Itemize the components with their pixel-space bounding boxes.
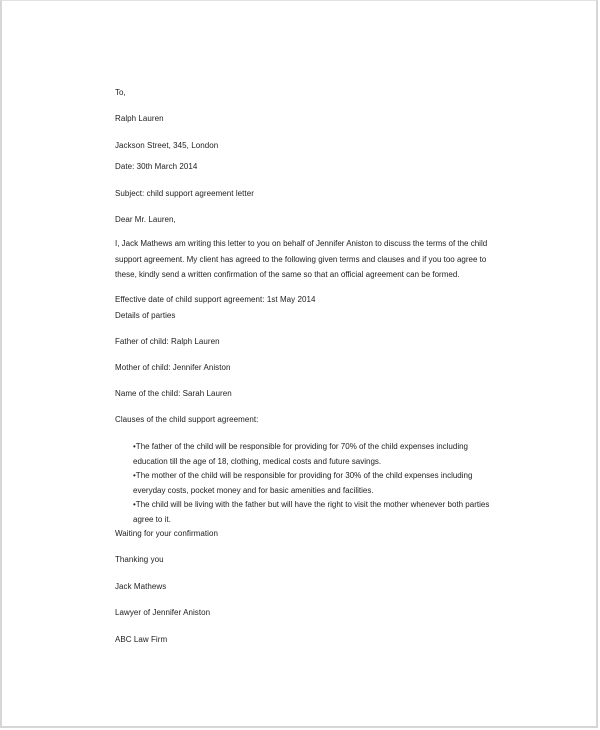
intro-line: support agreement. My client has agreed to the following given terms and clauses and if you too agree to	[115, 254, 487, 264]
clause-line: •The mother of the child will be responsible for providing for 30% of the child expenses including	[133, 471, 473, 481]
clauses-heading: Clauses of the child support agreement:	[115, 415, 259, 424]
intro-line: these, kindly send a written confirmation of the same so that an official agreement can be formed.	[115, 270, 460, 279]
effective-date: Effective date of child support agreement: 1st May 2014	[115, 295, 316, 304]
sender-title: Lawyer of Jennifer Aniston	[115, 608, 211, 617]
sign-off: Thanking you	[115, 555, 164, 564]
clause-line: agree to it.	[133, 514, 171, 524]
clause-line: education till the age of 18, clothing, medical costs and future savings.	[133, 456, 382, 466]
recipient-name: Ralph Lauren	[115, 114, 164, 123]
clause-line: •The father of the child will be responsible for providing for 70% of the child expenses including	[133, 442, 468, 451]
sender-firm: ABC Law Firm	[115, 635, 168, 644]
greeting: Dear Mr. Lauren,	[115, 215, 176, 224]
name-of-child: Name of the child: Sarah Lauren	[115, 389, 232, 398]
salutation-to: To,	[115, 88, 126, 97]
father-of-child: Father of child: Ralph Lauren	[115, 337, 220, 346]
clauses-list	[133, 440, 503, 528]
details-heading: Details of parties	[115, 311, 176, 320]
recipient-address: Jackson Street, 345, London	[115, 141, 219, 150]
intro-paragraph	[115, 236, 495, 283]
clause-item	[133, 498, 503, 527]
letter-subject: Subject: child support agreement letter	[115, 189, 254, 198]
clause-line: •The child will be living with the father but will have the right to visit the mother whenever both parties	[133, 500, 490, 510]
intro-line: I, Jack Mathews am writing this letter to you on behalf of Jennifer Aniston to discuss the terms of the child	[115, 239, 488, 248]
closing-line: Waiting for your confirmation	[115, 529, 218, 538]
clause-item	[133, 440, 503, 469]
clause-line: everyday costs, pocket money and for basic amenities and facilities.	[133, 485, 374, 495]
clause-item	[133, 469, 503, 498]
mother-of-child: Mother of child: Jennifer Aniston	[115, 363, 231, 372]
sender-name: Jack Mathews	[115, 582, 167, 591]
letter-date: Date: 30th March 2014	[115, 162, 198, 171]
